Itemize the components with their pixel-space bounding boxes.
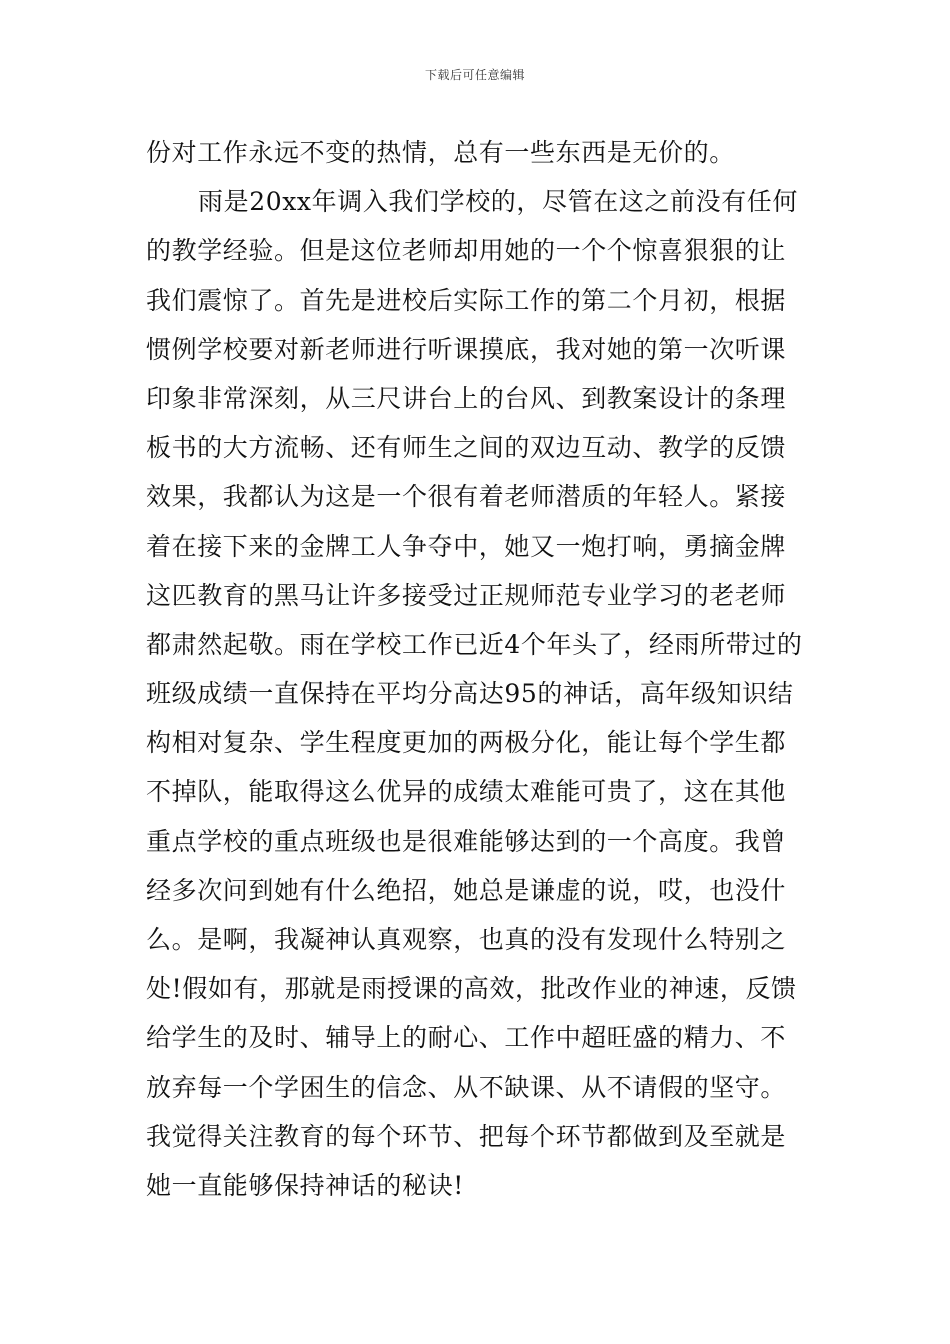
text-line: 印象非常深刻，从三尺讲台上的台风、到教案设计的条理	[146, 383, 787, 413]
text-line: 经多次问到她有什么绝招，她总是谦虚的说，哎，也没什	[146, 875, 787, 905]
text-line: 这匹教育的黑马让许多接受过正规师范专业学习的老老师	[146, 580, 787, 610]
text-line: 不掉队，能取得这么优异的成绩太难能可贵了，这在其他	[146, 777, 787, 807]
text-line: 么。是啊，我凝神认真观察，也真的没有发现什么特别之	[146, 925, 787, 954]
text-line: 我觉得关注教育的每个环节、把每个环节都做到及至就是	[146, 1121, 787, 1151]
text-line: 雨是20xx年调入我们学校的，尽管在这之前没有任何	[198, 187, 799, 217]
text-line: 重点学校的重点班级也是很难能够达到的一个高度。我曾	[146, 826, 787, 856]
text-line: 效果，我都认为这是一个很有着老师潜质的年轻人。紧接	[146, 482, 787, 512]
text-line: 份对工作永远不变的热情，总有一些东西是无价的。	[146, 138, 735, 167]
header-note: 下载后可任意编辑	[424, 68, 525, 82]
text-line: 都肃然起敬。雨在学校工作已近4个年头了，经雨所带过的	[146, 629, 803, 659]
text-line: 着在接下来的金牌工人争夺中，她又一炮打响，勇摘金牌	[146, 531, 787, 561]
text-line: 给学生的及时、辅导上的耐心、工作中超旺盛的精力、不	[146, 1023, 787, 1053]
text-line: 构相对复杂、学生程度更加的两极分化，能让每个学生都	[146, 728, 787, 758]
body-text	[146, 128, 806, 1210]
text-line: 惯例学校要对新老师进行听课摸底，我对她的第一次听课	[146, 334, 787, 364]
text-line: 我们震惊了。首先是进校后实际工作的第二个月初，根据	[146, 285, 787, 315]
text-line: 放弃每一个学困生的信念、从不缺课、从不请假的坚守。	[146, 1072, 787, 1102]
text-line: 的教学经验。但是这位老师却用她的一个个惊喜狠狠的让	[146, 236, 787, 266]
text-line: 处!假如有，那就是雨授课的高效，批改作业的神速，反馈	[146, 974, 797, 1004]
text-line: 她一直能够保持神话的秘诀!	[146, 1170, 464, 1200]
text-line: 班级成绩一直保持在平均分高达95的神话，高年级知识结	[146, 679, 794, 709]
text-line: 板书的大方流畅、还有师生之间的双边互动、教学的反馈	[146, 433, 787, 463]
